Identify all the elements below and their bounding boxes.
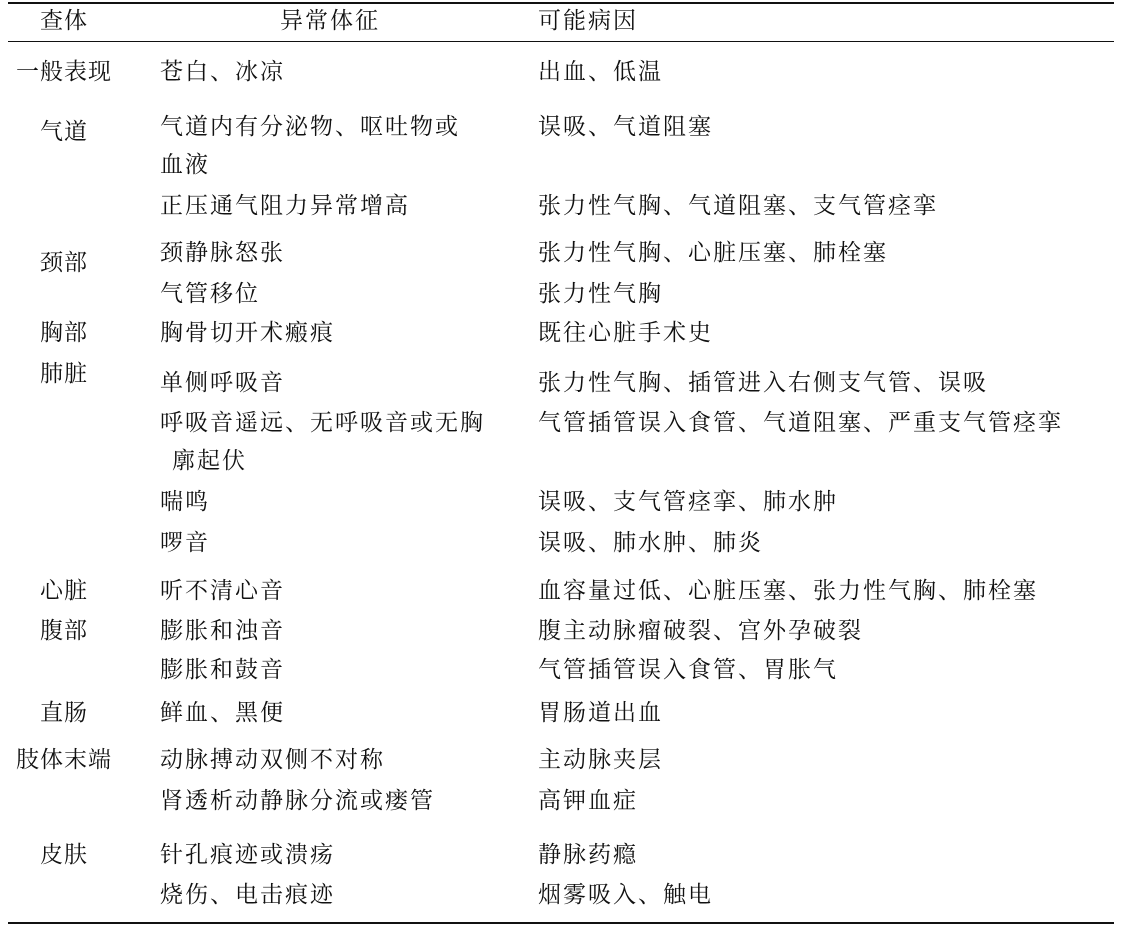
table-row-cause: 静脉药瘾 [538, 842, 638, 868]
table-row-part: 直肠 [40, 700, 88, 726]
table-row-cause: 张力性气胸、气道阻塞、支气管痉挛 [538, 193, 938, 219]
table-row-sign: 单侧呼吸音 [160, 370, 285, 396]
table-row-sign-continued: 廓起伏 [172, 448, 247, 474]
table-row-sign: 针孔痕迹或溃疡 [160, 842, 335, 868]
table-row-part: 一般表现 [16, 59, 112, 85]
table-header-rule [8, 41, 1114, 42]
table-row-sign: 烧伤、电击痕迹 [160, 882, 335, 908]
table-row-part: 肢体末端 [16, 747, 112, 773]
table-row-sign: 气管移位 [160, 281, 260, 307]
table-row-cause: 张力性气胸、插管进入右侧支气管、误吸 [538, 370, 988, 396]
table-row-cause: 误吸、肺水肿、肺炎 [538, 530, 763, 556]
table-row-part: 肺脏 [40, 361, 88, 387]
table-row-sign: 呼吸音遥远、无呼吸音或无胸 [160, 410, 485, 436]
table-row-sign: 喘鸣 [160, 489, 210, 515]
table-row-cause: 误吸、气道阻塞 [538, 114, 713, 140]
column-header-cause: 可能病因 [538, 8, 638, 34]
table-row-cause: 出血、低温 [538, 59, 663, 85]
table-row-sign: 膨胀和浊音 [160, 618, 285, 644]
table-row-sign: 气道内有分泌物、呕吐物或 [160, 114, 460, 140]
table-row-cause: 血容量过低、心脏压塞、张力性气胸、肺栓塞 [538, 578, 1038, 604]
table-row-sign: 正压通气阻力异常增高 [160, 193, 410, 219]
column-header-sign: 异常体征 [280, 8, 380, 34]
table-row-sign: 动脉搏动双侧不对称 [160, 747, 385, 773]
table-row-cause: 烟雾吸入、触电 [538, 882, 713, 908]
table-row-part: 颈部 [40, 250, 88, 276]
table-row-cause: 腹主动脉瘤破裂、宫外孕破裂 [538, 618, 863, 644]
table-row-sign: 颈静脉怒张 [160, 240, 285, 266]
table-row-cause: 误吸、支气管痉挛、肺水肿 [538, 489, 838, 515]
table-row-sign: 苍白、冰凉 [160, 59, 285, 85]
table-row-part: 心脏 [40, 578, 88, 604]
table-row-sign: 听不清心音 [160, 578, 285, 604]
table-row-sign-continued: 血液 [160, 152, 210, 178]
table-row-part: 胸部 [40, 320, 88, 346]
table-row-cause: 主动脉夹层 [538, 747, 663, 773]
table-row-cause: 高钾血症 [538, 788, 638, 814]
table-row-sign: 肾透析动静脉分流或瘘管 [160, 788, 435, 814]
table-row-sign: 膨胀和鼓音 [160, 657, 285, 683]
table-row-sign: 鲜血、黑便 [160, 700, 285, 726]
table-row-part: 腹部 [40, 618, 88, 644]
table-row-cause: 胃肠道出血 [538, 700, 663, 726]
table-row-part: 气道 [40, 119, 88, 145]
table-row-part: 皮肤 [40, 842, 88, 868]
column-header-exam: 查体 [40, 8, 88, 34]
table-row-cause: 气管插管误入食管、气道阻塞、严重支气管痉挛 [538, 410, 1063, 436]
table-row-cause: 气管插管误入食管、胃胀气 [538, 657, 838, 683]
table-bottom-rule [8, 922, 1114, 924]
table-row-cause: 张力性气胸、心脏压塞、肺栓塞 [538, 240, 888, 266]
table-row-cause: 既往心脏手术史 [538, 320, 713, 346]
table-row-sign: 胸骨切开术瘢痕 [160, 320, 335, 346]
table-row-cause: 张力性气胸 [538, 281, 663, 307]
table-row-sign: 啰音 [160, 530, 210, 556]
